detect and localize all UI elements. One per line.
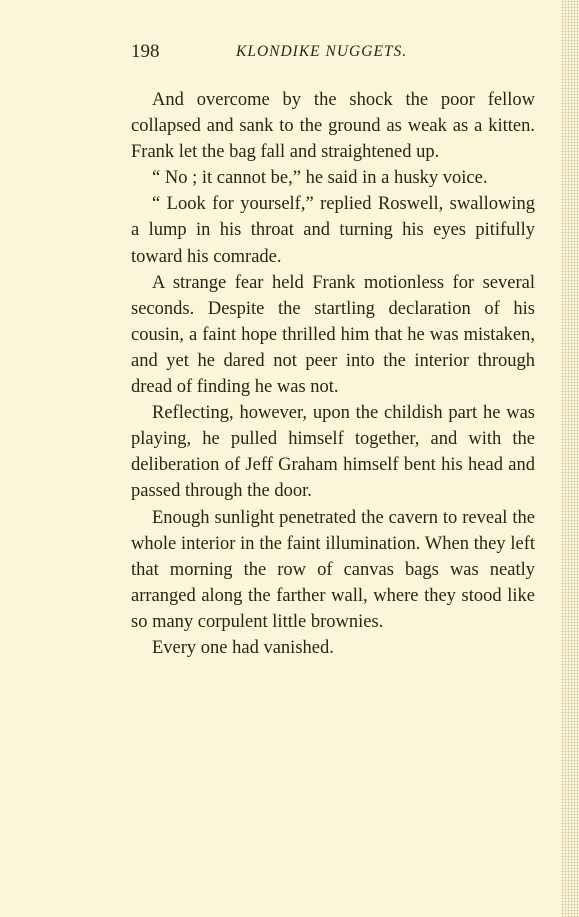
paragraph: And overcome by the shock the poor fellow collapsed and sank to the ground as weak as a kitten. Frank let the bag fall and straightened up. [131, 90, 535, 163]
body-text [131, 87, 535, 661]
paragraph: “ No ; it cannot be,” he said in a husky voice. [152, 168, 488, 189]
paragraph: “ Look for yourself,” replied Roswell, swallowing a lump in his throat and turning his eyes pitifully toward his comrade. [131, 194, 535, 267]
paragraph: Every one had vanished. [152, 637, 334, 658]
paragraph: Reflecting, however, upon the childish part he was playing, he pulled himself together, and with the deliberation of Jeff Graham himself bent his head and passed through the door. [131, 403, 535, 502]
paragraph: Enough sunlight penetrated the cavern to reveal the whole interior in the faint illumination. When they left that morning the row of canvas bags was neatly arranged along the farther wall, where they stood like so many corpulent little brownies. [131, 507, 535, 632]
page-edge-texture [561, 0, 579, 917]
page-number: 198 [131, 41, 160, 62]
page-header [131, 41, 531, 65]
running-head: KLONDIKE NUGGETS. [236, 43, 408, 60]
paragraph: A strange fear held Frank motionless for several seconds. Despite the startling declaration of his cousin, a faint hope thrilled him that he was mistaken, and yet he dared not peer into the interior through dread of finding he was not. [131, 272, 535, 398]
